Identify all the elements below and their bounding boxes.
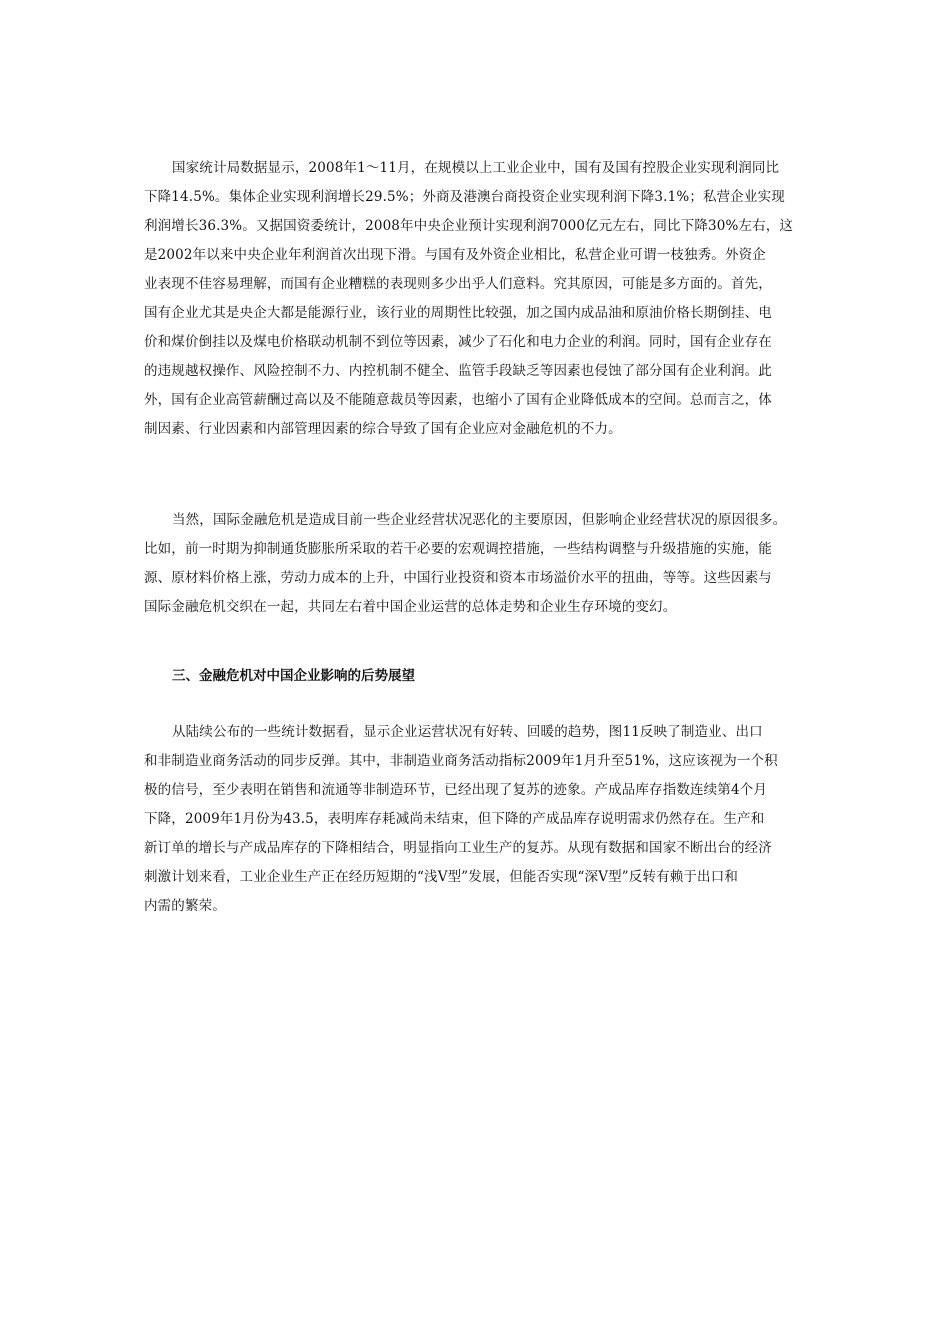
text-line: 外，国有企业高管薪酬过高以及不能随意裁员等因素，也缩小了国有企业降低成本的空间。总而言之，体	[144, 392, 772, 408]
text-line: 从陆续公布的一些统计数据看，显示企业运营状况有好转、回暖的趋势，图11反映了制造业、出口	[172, 724, 763, 740]
text-line: 和非制造业商务活动的同步反弹。其中，非制造业商务活动指标2009年1月升至51%，这应该视为一个积	[144, 753, 778, 769]
text-line: 下降，2009年1月份为43.5，表明库存耗减尚未结束，但下降的产成品库存说明需求仍然存在。生产和	[144, 811, 765, 827]
text-line: 的违规越权操作、风险控制不力、内控机制不健全、监管手段缺乏等因素也侵蚀了部分国有企业利润。此	[144, 363, 772, 379]
text-line: 源、原材料价格上涨，劳动力成本的上升，中国行业投资和资本市场溢价水平的扭曲，等等。这些因素与	[144, 570, 772, 586]
text-line: 极的信号，至少表明在销售和流通等非制造环节，已经出现了复苏的迹象。产成品库存指数连续第4个月	[144, 782, 767, 798]
text-line: 比如，前一时期为抑制通货膨胀所采取的若干必要的宏观调控措施，一些结构调整与升级措施的实施，能	[144, 541, 772, 557]
paragraph-causes	[144, 506, 814, 622]
text-line: 下降14.5%。集体企业实现利润增长29.5%；外商及港澳台商投资企业实现利润下降3.1%；私营企业实现	[144, 189, 785, 205]
section-heading: 三、金融危机对中国企业影响的后势展望	[172, 668, 415, 684]
text-line: 国家统计局数据显示，2008年1～11月，在规模以上工业企业中，国有及国有控股企业实现利润同比	[172, 160, 780, 176]
text-line: 利润增长36.3%。又据国资委统计，2008年中央企业预计实现利润7000亿元左右，同比下降30%左右，这	[144, 218, 794, 234]
text-line: 国际金融危机交织在一起，共同左右着中国企业运营的总体走势和企业生存环境的变幻。	[144, 599, 677, 615]
paragraph-profits	[144, 154, 814, 444]
text-line: 刺激计划来看，工业企业生产正在经历短期的“浅V型”发展，但能否实现“深V型”反转有赖于出口和	[144, 869, 739, 885]
text-line: 内需的繁荣。	[144, 898, 226, 914]
text-line: 是2002年以来中央企业年利润首次出现下滑。与国有及外资企业相比，私营企业可谓一枝独秀。外资企	[144, 247, 766, 263]
text-line: 价和煤价倒挂以及煤电价格联动机制不到位等因素，减少了石化和电力企业的利润。同时，国有企业存在	[144, 334, 772, 350]
paragraph-outlook	[144, 718, 814, 921]
text-line: 业表现不佳容易理解，而国有企业糟糕的表现则多少出乎人们意料。究其原因，可能是多方面的。首先，	[144, 276, 772, 292]
text-line: 国有企业尤其是央企大都是能源行业，该行业的周期性比较强，加之国内成品油和原油价格长期倒挂、电	[144, 305, 772, 321]
text-line: 新订单的增长与产成品库存的下降相结合，明显指向工业生产的复苏。从现有数据和国家不断出台的经济	[144, 840, 772, 856]
text-line: 制因素、行业因素和内部管理因素的综合导致了国有企业应对金融危机的不力。	[144, 421, 622, 437]
text-line: 当然，国际金融危机是造成目前一些企业经营状况恶化的主要原因，但影响企业经营状况的原因很多。	[172, 512, 787, 528]
